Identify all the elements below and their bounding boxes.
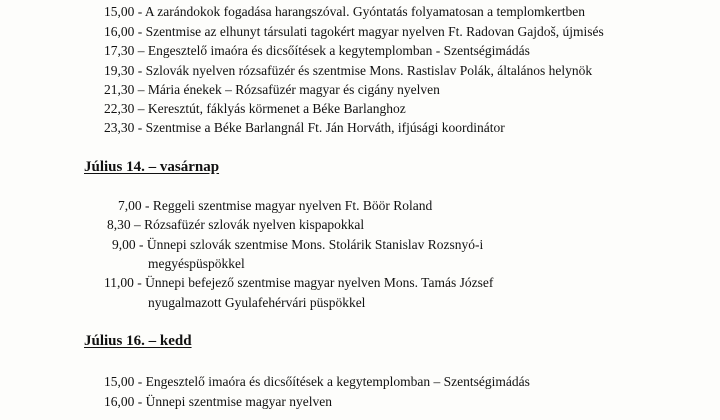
schedule-line: 11,00 - Ünnepi befejező szentmise magyar nyelven Mons. Tamás József (104, 275, 494, 290)
schedule-line: 16,00 - Ünnepi szentmise magyar nyelven (104, 394, 332, 409)
schedule-line-continuation: nyugalmazott Gyulafehérvári püspökkel (148, 295, 366, 310)
schedule-line: 22,30 – Keresztút, fáklyás körmenet a Béke Barlanghoz (104, 101, 406, 116)
schedule-line: 15,00 - Engesztelő imaóra és dicsőítések a kegytemplomban – Szentségimádás (104, 374, 530, 389)
schedule-line: 21,30 – Mária énekek – Rózsafüzér magyar és cigány nyelven (104, 82, 440, 97)
schedule-line: 16,00 - Szentmise az elhunyt társulati tagokért magyar nyelven Ft. Radovan Gajdoš, újmisés (104, 24, 604, 39)
schedule-line: 7,00 - Reggeli szentmise magyar nyelven Ft. Böör Roland (118, 198, 433, 213)
day-heading: Július 16. – kedd (84, 333, 192, 349)
day-heading: Július 14. – vasárnap (84, 159, 220, 175)
schedule-line: 15,00 - A zarándokok fogadása harangszóval. Gyóntatás folyamatosan a templomkertben (104, 4, 585, 19)
schedule-line: 19,30 - Szlovák nyelven rózsafüzér és szentmise Mons. Rastislav Polák, általános helynök (104, 63, 593, 78)
schedule-line: 17,30 – Engesztelő imaóra és dicsőítések a kegytemplomban - Szentségimádás (104, 43, 530, 58)
schedule-line-continuation: megyéspüspökkel (148, 256, 245, 271)
schedule-line: 9,00 - Ünnepi szlovák szentmise Mons. Stolárik Stanislav Rozsnyó-i (112, 237, 484, 252)
schedule-line: 23,30 - Szentmise a Béke Barlangnál Ft. Ján Horváth, ifjúsági koordinátor (104, 120, 505, 135)
schedule-line: 8,30 – Rózsafüzér szlovák nyelven kispapokkal (107, 217, 365, 232)
